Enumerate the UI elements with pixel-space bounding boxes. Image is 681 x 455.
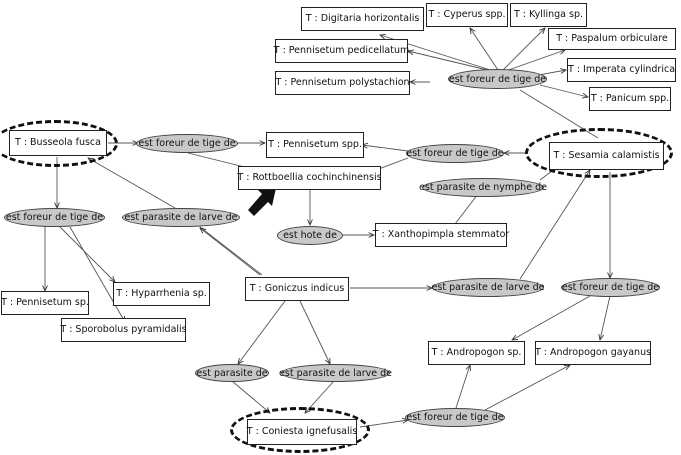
term-pennisetum-spp[interactable]: T : Pennisetum spp. [266,132,364,158]
relation-foreur-left[interactable]: est foreur de tige de [4,208,105,227]
term-busseola-fusca[interactable]: T : Busseola fusca [9,130,107,156]
term-digitaria-horizontalis[interactable]: T : Digitaria horizontalis [301,7,424,31]
relation-parasite-larve-right[interactable]: est parasite de larve de [432,278,544,297]
term-xanthopimpla-stemmator[interactable]: T : Xanthopimpla stemmator [375,223,507,247]
term-sesamia-calamistis[interactable]: T : Sesamia calamistis [549,142,664,170]
relation-foreur-top[interactable]: est foreur de tige de [448,69,547,89]
term-pennisetum-pedicellatum[interactable]: T : Pennisetum pedicellatum [275,39,408,63]
term-cyperus-spp[interactable]: T : Cyperus spp. [426,3,508,27]
relation-parasite-larve-bottom[interactable]: est parasite de larve de [281,364,390,382]
term-panicum-spp[interactable]: T : Panicum spp. [589,87,671,111]
term-sporobolus-pyramidalis[interactable]: T : Sporobolus pyramidalis [61,318,186,342]
relation-foreur-busseola[interactable]: est foreur de tige de [136,134,238,153]
term-goniczus-indicus[interactable]: T : Goniczus indicus [245,277,349,301]
term-andropogon-sp[interactable]: T : Andropogon sp. [428,341,525,365]
relation-parasite[interactable]: est parasite de [195,364,269,382]
term-coniesta-ignefusalis[interactable]: T : Coniesta ignefusalis [247,419,357,445]
term-andropogon-gayanus[interactable]: T : Andropogon gayanus [535,341,651,365]
term-imperata-cylindrica[interactable]: T : Imperata cylindrica [567,58,676,82]
relation-parasite-nymphe[interactable]: est parasite de nymphe de [422,178,544,197]
relation-foreur-sesamia[interactable]: est foreur de tige de [406,144,504,163]
term-rottboellia-cochinchinensis[interactable]: T : Rottboellia cochinchinensis [238,166,381,190]
term-paspalum-orbiculare[interactable]: T : Paspalum orbiculare [548,28,676,50]
term-pennisetum-polystachion[interactable]: T : Pennisetum polystachion [275,71,410,95]
relation-foreur-right[interactable]: est foreur de tige de [561,278,660,297]
relation-foreur-bottom[interactable]: est foreur de tige de [405,408,505,427]
term-pennisetum-sp[interactable]: T : Pennisetum sp. [1,291,89,315]
relation-hote[interactable]: est hote de [277,226,343,245]
black-arrow-icon [248,188,276,216]
relation-parasite-larve-left[interactable]: est parasite de larve de [122,208,240,227]
term-kyllinga-sp[interactable]: T : Kyllinga sp. [510,3,587,27]
term-hyparrhenia-sp[interactable]: T : Hyparrhenia sp. [113,282,210,306]
